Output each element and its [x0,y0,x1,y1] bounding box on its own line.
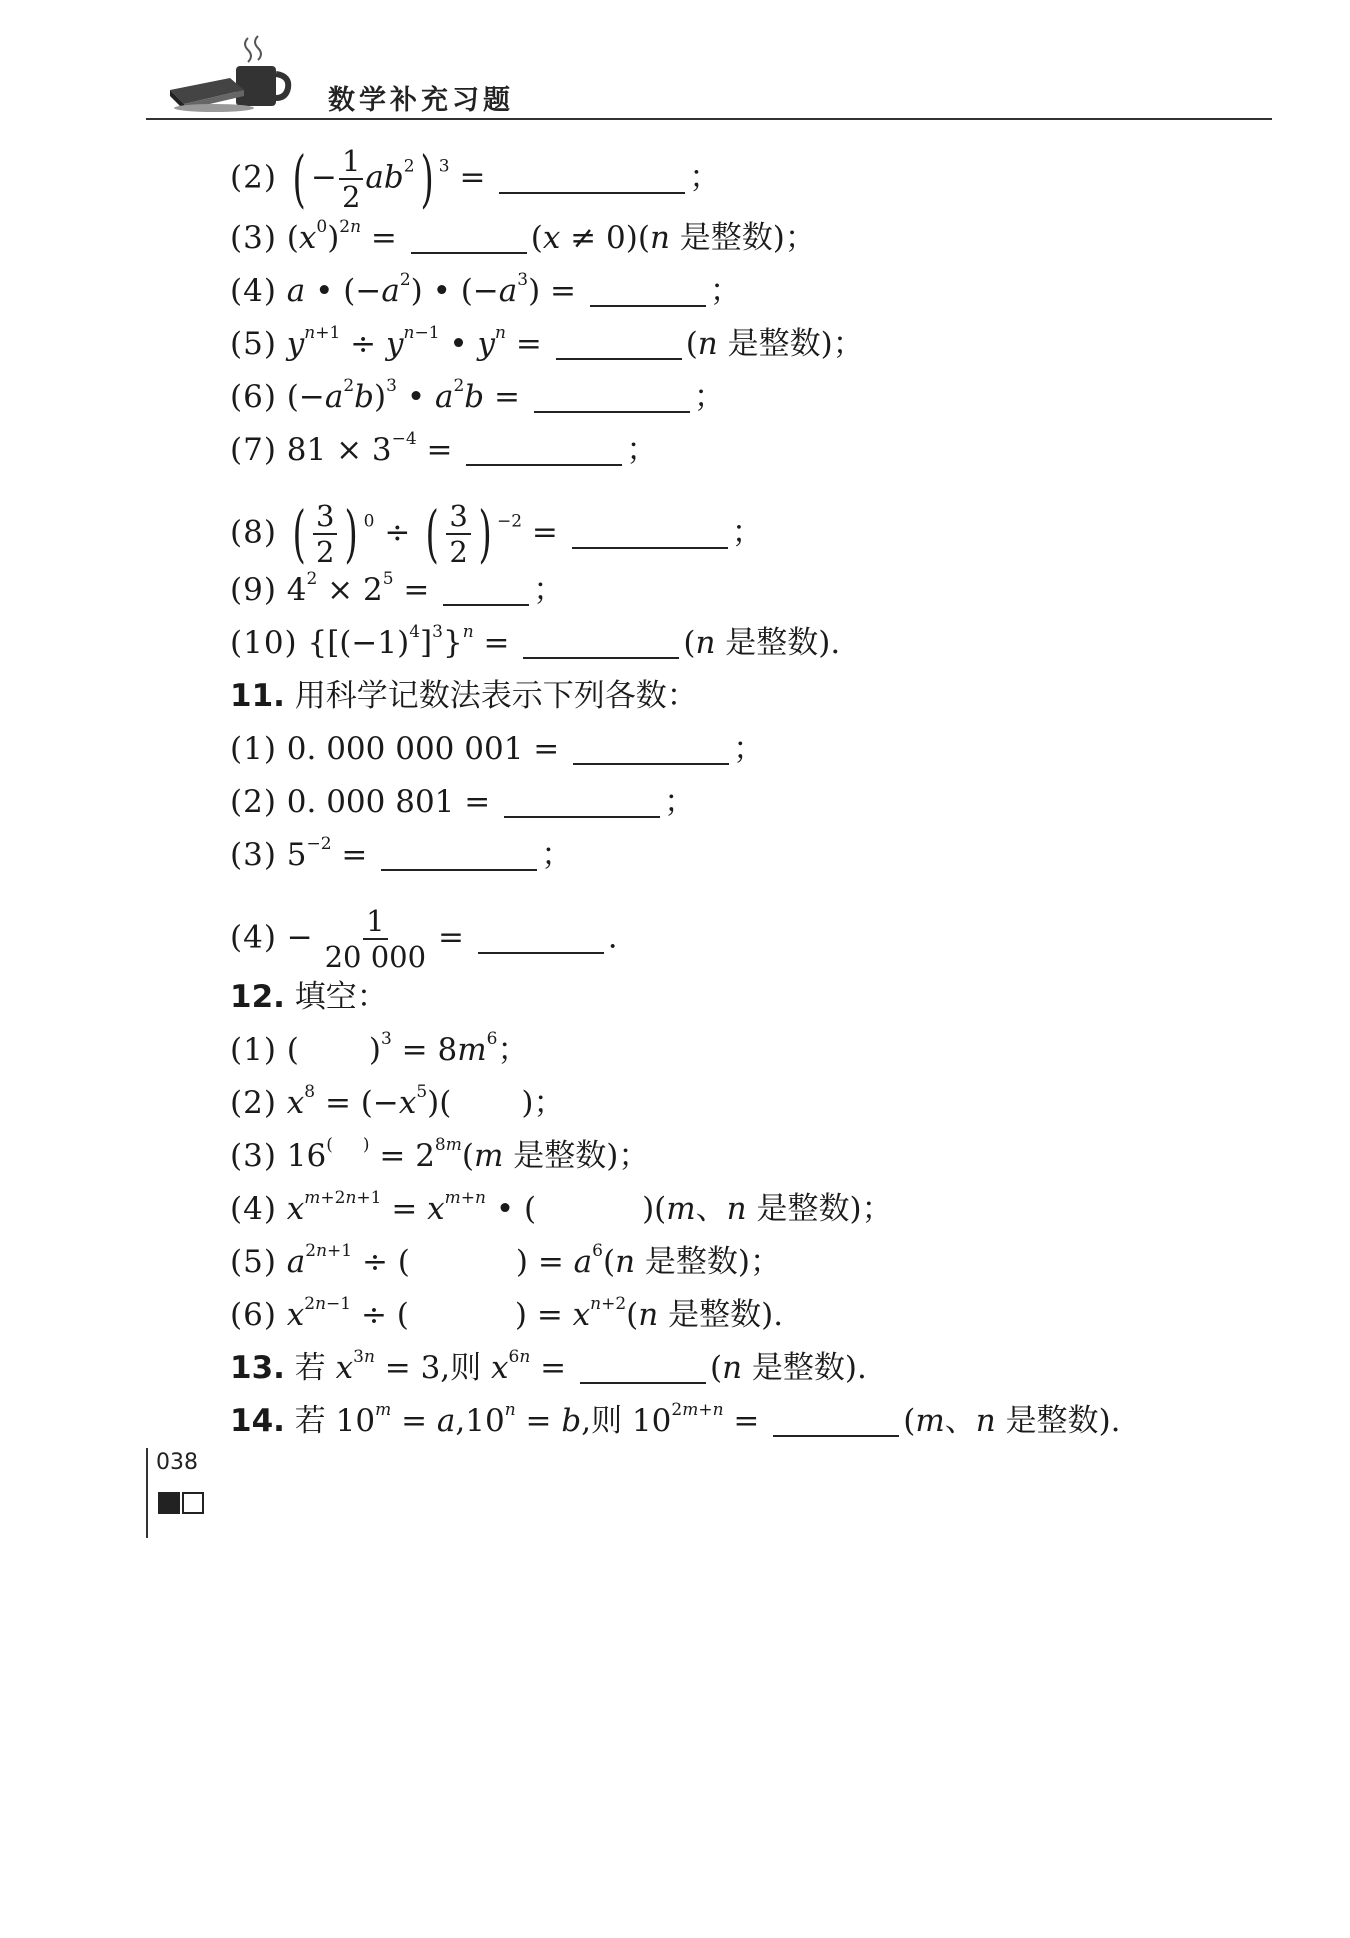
exercise-10-8: (8) ( $\frac{3}{2}$ ) $^0$ ÷ ( $\frac{3}{2}$ ) $^{-2}$ = ； [230,497,763,570]
empty-square-icon [182,1492,204,1514]
answer-blank[interactable] [499,162,685,194]
exercise-10-9: (9) $4^2 \times 2^5$ = ； [230,569,565,608]
answer-blank[interactable] [443,574,529,606]
answer-blank[interactable] [466,434,622,466]
exercise-11-2: (2) 0. 000 801 = ； [230,784,696,820]
question-14: 14. 若 $10^m = a,10^n = b$,则 $10^{2m+n} = (m$、n 是整数). [230,1400,1121,1439]
answer-blank[interactable] [411,222,527,254]
page-header [30,24,1330,124]
exercise-10-4: (4) a • $(-a^2)$ • $(-a^3)$ = ； [230,270,741,309]
exercise-12-4: (4) $x^{m+2n+1} = x^{m+n}$ • ( )(m、n 是整数)； [230,1188,893,1227]
header-title: 数学补充习题 [328,85,514,116]
book-and-steaming-mug-icon [170,34,310,114]
exercise-10-2: (2) ( − $\frac{1}{2}$ $ab^2$) $^3$ = ； [230,142,721,215]
exercise-12-3: (3) $16^{( )} = 2^{8m}(m$ 是整数)； [230,1135,650,1174]
exercise-11-4: (4) − $\frac{1}{20 000}$ = . [230,904,618,974]
textbook-page [30,24,1330,1924]
exercise-10-7: (7) $81 \times 3^{-4}$ = ； [230,429,658,468]
answer-blank[interactable] [590,275,706,307]
page-number: 038 [156,1450,198,1475]
exercise-10-3: (3) $(x^0)^{2n} = (x \ne 0)(n$ 是整数)； [230,217,816,256]
question-11: 11. 用科学记数法表示下列各数： [230,678,698,714]
exercise-10-5: (5) $y^{n+1} \div y^{n-1}$ • $y^n = (n$ 是整数)； [230,323,864,362]
exercise-10-6: (6) $(-a^2b)^3$ • $a^2b$ = ； [230,376,725,415]
header-divider [146,118,1272,120]
exercise-11-1: (1) 0. 000 000 001 = ； [230,731,765,767]
answer-blank[interactable] [572,517,728,549]
exercise-11-3: (3) $5^{-2}$ = ； [230,834,573,873]
answer-blank[interactable] [534,381,690,413]
exercise-12-1: (1) ( )$^3 = 8m^6$； [230,1029,529,1068]
answer-blank[interactable] [381,839,537,871]
exercise-12-6: (6) $x^{2n-1}$ ÷ ( ) = $x^{n+2}(n$ 是整数). [230,1294,784,1333]
question-12: 12. 填空： [230,979,388,1015]
answer-blank[interactable] [504,786,660,818]
footer-divider [146,1448,148,1538]
answer-blank[interactable] [556,328,682,360]
answer-blank[interactable] [523,627,679,659]
filled-square-icon [158,1492,180,1514]
answer-blank[interactable] [573,733,729,765]
exercise-10-10: (10) $\{[(-1)^4]^3\}^n = (n$ 是整数). [230,622,841,661]
answer-blank[interactable] [773,1405,899,1437]
exercise-12-2: (2) $x^8 = (-x^5)$( )； [230,1082,565,1121]
question-13: 13. 若 $x^{3n} = 3$,则 $x^{6n} = (n$ 是整数). [230,1347,867,1386]
answer-blank[interactable] [580,1352,706,1384]
answer-blank[interactable] [478,922,604,954]
exercise-12-5: (5) $a^{2n+1}$ ÷ ( ) = $a^6(n$ 是整数)； [230,1241,782,1280]
